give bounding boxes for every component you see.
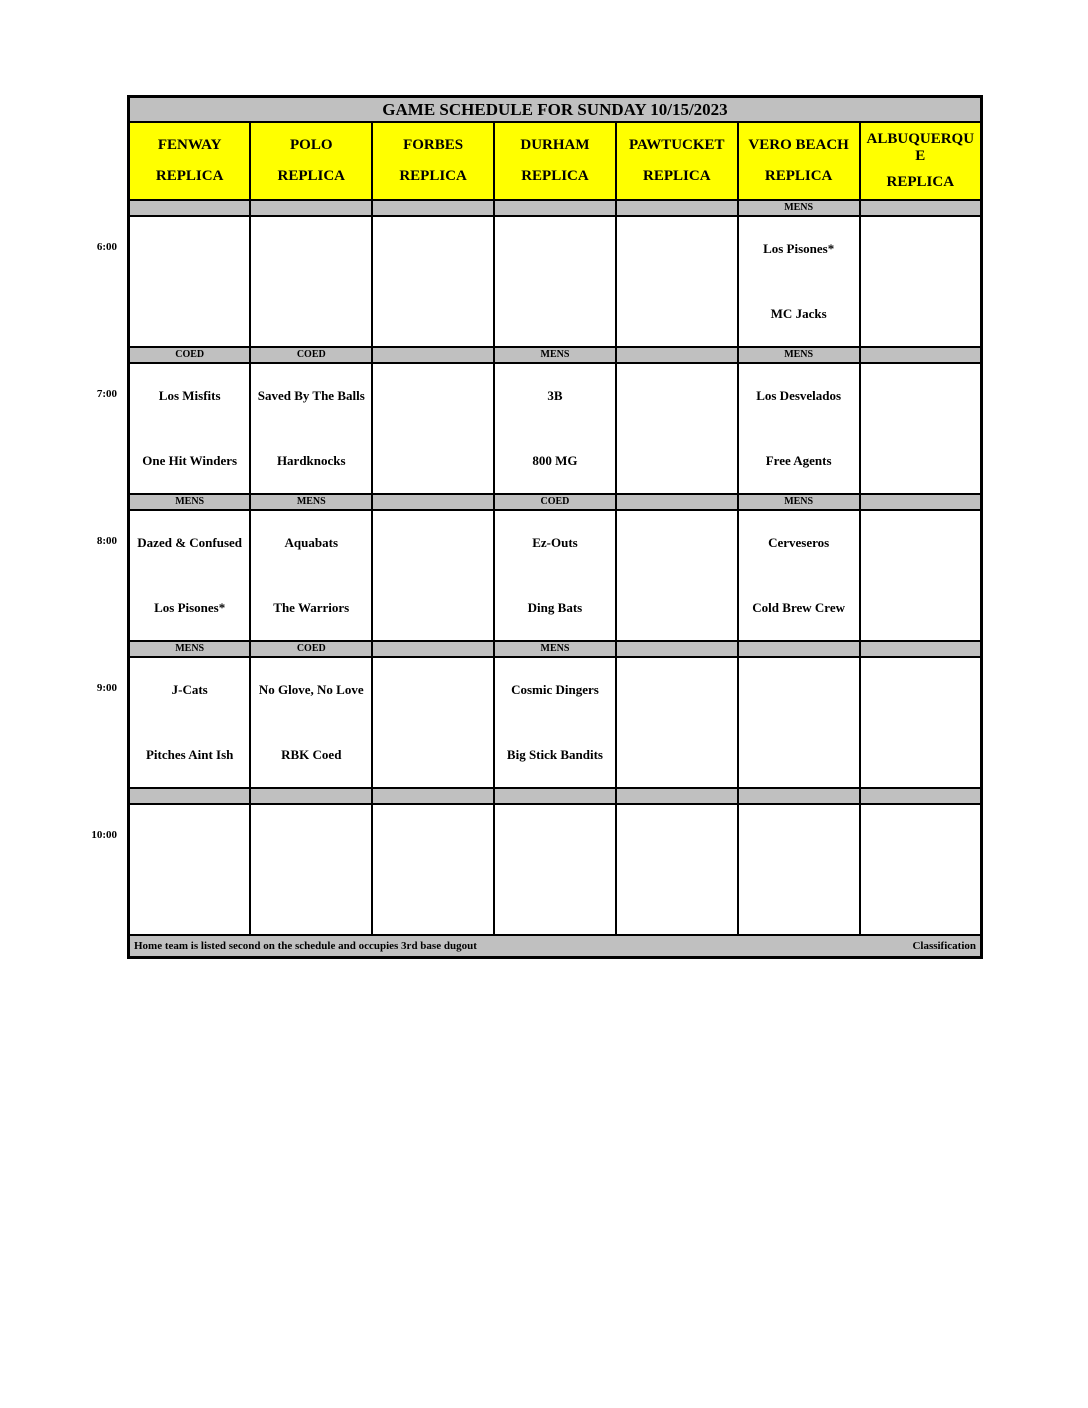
team1-name [861, 364, 980, 429]
team2-name [739, 723, 859, 788]
field-header-polo [250, 122, 372, 200]
team1-name [130, 805, 249, 870]
team1-name [373, 511, 493, 576]
classification-cell [494, 200, 616, 216]
team2-name [861, 576, 980, 641]
field-name: VERO BEACH [748, 136, 849, 153]
team1-name: Dazed & Confused [137, 535, 243, 551]
team1-name [495, 805, 615, 870]
classification-cell: MENS [738, 347, 860, 363]
classification-cell [372, 494, 494, 510]
team1-name [373, 217, 493, 282]
team2-name [861, 870, 980, 935]
game-row-10 [129, 804, 982, 935]
team1-name [373, 658, 493, 723]
classification-cell [616, 788, 738, 804]
team2-name [130, 870, 249, 935]
team2-name [130, 282, 249, 347]
team1-name: Los Misfits [158, 388, 221, 404]
classification-cell: COED [129, 347, 251, 363]
game-schedule-table [127, 95, 983, 959]
team1-name: Saved By The Balls [257, 388, 365, 404]
team2-name [251, 870, 371, 935]
team1-name [739, 805, 859, 870]
classification-cell [129, 788, 251, 804]
field-header-row [129, 122, 982, 200]
team1-name [130, 217, 249, 282]
team1-name: J-Cats [171, 682, 208, 698]
team2-name: The Warriors [273, 599, 350, 615]
team1-name [373, 805, 493, 870]
classification-cell [372, 788, 494, 804]
team2-name [495, 870, 615, 935]
classification-strip-8 [129, 494, 982, 510]
field-name: FENWAY [157, 136, 222, 153]
classification-cell [860, 347, 982, 363]
team2-name [739, 870, 859, 935]
game-cell [860, 657, 982, 788]
classification-cell [372, 641, 494, 657]
team1-name [373, 364, 493, 429]
team2-name: Cold Brew Crew [752, 599, 845, 615]
team2-name: Los Pisones* [154, 599, 226, 615]
game-cell [372, 363, 494, 494]
replica-label: REPLICA [764, 167, 833, 184]
game-cell [372, 657, 494, 788]
classification-cell: MENS [250, 494, 372, 510]
team2-name: RBK Coed [281, 746, 342, 762]
team1-name: Cerveseros [768, 535, 830, 551]
team2-name: One Hit Winders [142, 452, 238, 468]
game-cell [129, 363, 251, 494]
classification-cell [860, 494, 982, 510]
footer-note: Home team is listed second on the schedule and occupies 3rd base dugout [134, 940, 477, 952]
classification-strip-9 [129, 641, 982, 657]
field-name: DURHAM [520, 136, 590, 153]
team1-name [861, 217, 980, 282]
team1-name: Los Desvelados [756, 388, 842, 404]
team1-name [861, 658, 980, 723]
classification-strip-7 [129, 347, 982, 363]
team2-name: Free Agents [765, 452, 832, 468]
team2-name [861, 723, 980, 788]
field-header-vero-beach [738, 122, 860, 200]
field-header-pawtucket [616, 122, 738, 200]
game-cell [616, 363, 738, 494]
classification-cell [372, 200, 494, 216]
game-cell [616, 657, 738, 788]
game-cell [129, 657, 251, 788]
classification-cell [616, 641, 738, 657]
team1-name: No Glove, No Love [258, 682, 364, 698]
title-bar [129, 97, 982, 123]
classification-cell [372, 347, 494, 363]
classification-cell: MENS [494, 347, 616, 363]
team2-name [617, 576, 737, 641]
team2-name [861, 282, 980, 347]
field-header-fenway [129, 122, 251, 200]
game-cell [616, 804, 738, 935]
game-cell [860, 363, 982, 494]
game-cell [738, 510, 860, 641]
team2-name [617, 723, 737, 788]
game-cell [860, 510, 982, 641]
team2-name [861, 429, 980, 494]
game-cell [372, 216, 494, 347]
team2-name [495, 282, 615, 347]
team1-name [251, 217, 371, 282]
team1-name [739, 658, 859, 723]
classification-cell: MENS [494, 641, 616, 657]
team1-name [861, 511, 980, 576]
field-header-albuquerque [860, 122, 982, 200]
game-cell [372, 804, 494, 935]
classification-cell [250, 200, 372, 216]
replica-label: REPLICA [886, 173, 955, 190]
team2-name [251, 282, 371, 347]
game-cell [738, 804, 860, 935]
team1-name [617, 658, 737, 723]
team1-name [495, 217, 615, 282]
field-name: PAWTUCKET [629, 136, 725, 153]
replica-label: REPLICA [399, 167, 467, 184]
footer-bar [129, 935, 982, 958]
game-cell [616, 510, 738, 641]
time-label-8: 8:00 [96, 535, 117, 547]
classification-cell [250, 788, 372, 804]
team1-name [861, 805, 980, 870]
game-row-8 [129, 510, 982, 641]
classification-cell [860, 200, 982, 216]
classification-cell [738, 641, 860, 657]
field-header-durham [494, 122, 616, 200]
footer-classification-label: Classification [912, 940, 976, 952]
team2-name [373, 870, 493, 935]
game-cell [372, 510, 494, 641]
classification-strip-10 [129, 788, 982, 804]
field-name: POLO [290, 136, 333, 153]
team1-name [617, 217, 737, 282]
classification-cell [129, 200, 251, 216]
classification-cell [616, 494, 738, 510]
team2-name [617, 429, 737, 494]
classification-cell [616, 347, 738, 363]
team2-name: Ding Bats [527, 599, 583, 615]
game-cell [250, 510, 372, 641]
team2-name: Pitches Aint Ish [145, 746, 234, 762]
classification-cell: MENS [738, 494, 860, 510]
team2-name: Hardknocks [276, 452, 346, 468]
game-cell [738, 363, 860, 494]
classification-cell [616, 200, 738, 216]
game-cell [250, 363, 372, 494]
game-cell [738, 657, 860, 788]
replica-label: REPLICA [643, 167, 711, 184]
team1-name: 3B [547, 388, 563, 404]
team2-name [373, 723, 493, 788]
team2-name: 800 MG [532, 452, 578, 468]
classification-cell: COED [494, 494, 616, 510]
team1-name [617, 805, 737, 870]
classification-cell: MENS [738, 200, 860, 216]
time-label-7: 7:00 [96, 388, 117, 400]
game-cell [250, 804, 372, 935]
time-label-6: 6:00 [96, 241, 117, 253]
game-cell [494, 363, 616, 494]
classification-cell [494, 788, 616, 804]
field-name: FORBES [403, 136, 464, 153]
field-name: ALBUQUERQUE [866, 131, 975, 165]
classification-cell [738, 788, 860, 804]
game-cell [860, 804, 982, 935]
team1-name [617, 511, 737, 576]
game-cell [738, 216, 860, 347]
game-cell [494, 804, 616, 935]
replica-label: REPLICA [155, 167, 224, 184]
game-row-7 [129, 363, 982, 494]
team2-name [373, 282, 493, 347]
replica-label: REPLICA [277, 167, 346, 184]
classification-cell: MENS [129, 494, 251, 510]
team1-name [251, 805, 371, 870]
replica-label: REPLICA [521, 167, 589, 184]
classification-cell: COED [250, 347, 372, 363]
game-cell [250, 657, 372, 788]
game-row-6 [129, 216, 982, 347]
classification-cell: MENS [129, 641, 251, 657]
team2-name [617, 282, 737, 347]
classification-strip-6 [129, 200, 982, 216]
game-cell [494, 216, 616, 347]
game-cell [129, 804, 251, 935]
team2-name [373, 429, 493, 494]
time-label-9: 9:00 [96, 682, 117, 694]
game-cell [250, 216, 372, 347]
team1-name: Los Pisones* [763, 241, 835, 257]
game-cell [494, 657, 616, 788]
team2-name: MC Jacks [770, 305, 827, 321]
game-cell [494, 510, 616, 641]
game-cell [616, 216, 738, 347]
game-cell [129, 510, 251, 641]
team2-name [617, 870, 737, 935]
team1-name: Ez-Outs [532, 535, 578, 551]
classification-cell [860, 641, 982, 657]
team2-name [373, 576, 493, 641]
classification-cell: COED [250, 641, 372, 657]
time-label-10: 10:00 [91, 829, 117, 841]
classification-cell [860, 788, 982, 804]
team2-name: Big Stick Bandits [506, 746, 603, 762]
team1-name: Cosmic Dingers [511, 682, 599, 698]
game-cell [860, 216, 982, 347]
field-header-forbes [372, 122, 494, 200]
team1-name: Aquabats [284, 535, 338, 551]
game-cell [129, 216, 251, 347]
team1-name [617, 364, 737, 429]
schedule-title: GAME SCHEDULE FOR SUNDAY 10/15/2023 [129, 97, 982, 123]
game-row-9 [129, 657, 982, 788]
